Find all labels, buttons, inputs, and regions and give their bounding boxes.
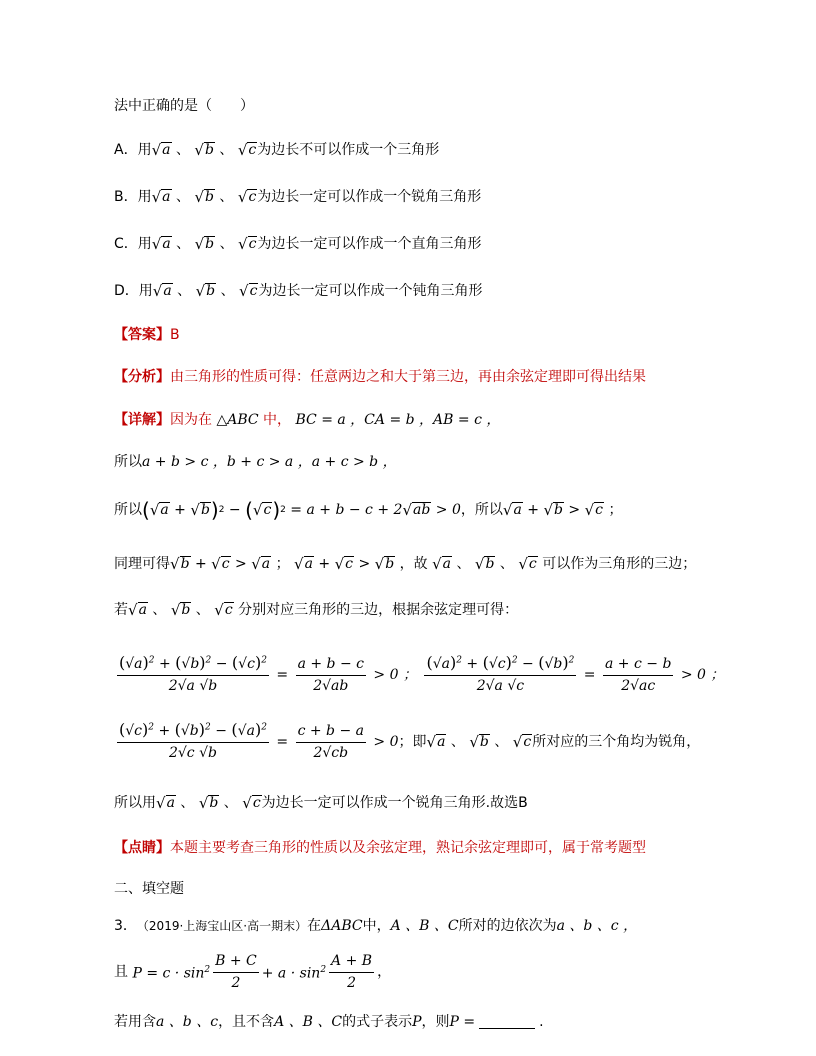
section-heading: 二、填空题 (114, 881, 184, 897)
sqrt-c: √ c (237, 187, 257, 206)
sqrt-c: √ c (237, 140, 257, 159)
inequality-line: 所以 a + b > c ，b + c > a ，a + c > b ， (114, 454, 397, 470)
sqrt-a: √ a (151, 140, 171, 159)
detail-line: 【详解】 因为在 △ABC 中， BC = a ，CA = b ，AB = c ， (114, 412, 501, 428)
sqrt-c: √ c (238, 234, 257, 253)
sqrt-b: √ b (195, 281, 216, 300)
if-line: 若 √ a 、 √ b 、 √ c 分别对应三角形的三边，根据余弦定理可得： (114, 600, 519, 619)
sqrt-a: √ a (152, 281, 172, 300)
sqrt-b: √ b (194, 234, 215, 253)
option-b: B．用 √ a 、 √ b 、 √ c 为边长一定可以作成一个锐角三角形 (114, 187, 482, 206)
answer-blank[interactable] (479, 1016, 535, 1029)
fraction: $\frac{(√a)^2 + (√b)^2 - (√c)^2}{2√a √b}$ (119, 653, 267, 694)
cosine-row-2: $\frac{(√c)^2 + (√b)^2 - (√a)^2}{2√c √b}$ = $\frac{c + b - a}{2√cb}$ > 0 ；即 √ a 、 √ b 、 √ c 所对应的三个角均为锐角， (119, 720, 701, 761)
question-3-line-2: 且 $P = c \cdot \sin^2$ $\frac{B + C}{2}$ + $a \cdot \sin^2$ $\frac{A + B}{2}$ ， (114, 952, 392, 991)
sqrt-c: √ c (239, 281, 258, 300)
conclusion-line: 所以用 √ a 、 √ b 、 √ c 为边长一定可以作成一个锐角三角形. 故选B (114, 793, 528, 812)
question-3-line-1: 3． （2019·上海宝山区·高一期末） 在 ΔABC 中， A 、B 、C 所对的边依次为 a 、b 、c ， (114, 918, 638, 934)
question-stem: 法中正确的是（ ） (114, 98, 254, 114)
analysis-line: 【分析】 由三角形的性质可得：任意两边之和大于第三边，再由余弦定理即可得出结果 (114, 369, 646, 385)
sqrt-b: √ b (194, 187, 214, 206)
similarly-line: 同理可得 √ b + √ c > √ a ； √ a + √ c > √ b ，故 √ a 、 √ b 、 √ c 可以作为三角形的三边； (114, 554, 697, 573)
option-a: A．用 √ a 、 √ b 、 √ c 为边长不可以作成一个三角形 (114, 140, 440, 159)
answer-line: 【答案】 B (114, 327, 180, 343)
sqrt-b: √ b (194, 140, 214, 159)
option-c: C．用 √ a 、 √ b 、 √ c 为边长一定可以作成一个直角三角形 (114, 234, 482, 253)
sqrt-a: √ a (151, 234, 171, 253)
option-d: D．用 √ a 、 √ b 、 √ c 为边长一定可以作成一个钝角三角形 (114, 281, 483, 300)
sqrt-a: √ a (151, 187, 171, 206)
cosine-row-1: $\frac{(√a)^2 + (√b)^2 - (√c)^2}{2√a √b}$ = $\frac{a + b - c}{2√ab}$ > 0 ； $\frac{(√a)^2 + (√c)^2 - (√b)^2}{2√a √c}$ = $\frac{a + c - b}{2√ac}$ > 0 ； (119, 653, 725, 694)
question-3-line-3: 若用含 a 、b 、c ，且不含 A 、B 、C 的式子表示 P ，则 P = . (114, 1014, 544, 1030)
comment-line: 【点睛】 本题主要考查三角形的性质以及余弦定理，熟记余弦定理即可，属于常考题型 (114, 840, 646, 856)
square-expansion-line: 所以 ( √ a + √ b ) 2 − ( √ c ) 2 = a + b − c + 2 √ ab > 0 ，所以 √ a + √ b > √ c ； (114, 498, 623, 522)
